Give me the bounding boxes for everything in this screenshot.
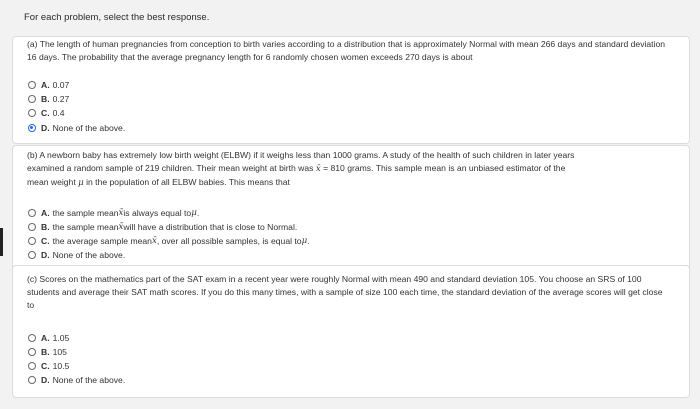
option-c-D[interactable]: D. None of the above.	[28, 375, 125, 385]
option-a-B[interactable]: B. 0.27	[28, 94, 69, 104]
question-c-text: (c) Scores on the mathematics part of the SAT exam in a recent year were roughly Normal with mean 490 and standard deviation 105. You choose an SRS of 100 students and average their SAT math scores. If you do this many times, with a sample of size 100 each time, the standard deviation of the average scores will get close to	[27, 274, 663, 310]
radio-button[interactable]	[28, 109, 36, 117]
radio-button[interactable]	[28, 95, 36, 103]
radio-button[interactable]	[28, 237, 36, 245]
option-a-C[interactable]: C. 0.4	[28, 108, 65, 118]
radio-button[interactable]	[28, 334, 36, 342]
radio-button[interactable]	[28, 251, 36, 259]
option-b-A[interactable]: A. the sample mean x̄ is always equal to μ .	[28, 208, 199, 218]
question-card-c	[12, 265, 690, 398]
option-a-A[interactable]: A. 0.07	[28, 80, 69, 90]
option-b-C[interactable]: C. the average sample mean x̄ , over all possible samples, is equal to μ .	[28, 236, 310, 246]
question-b-text: (b) A newborn baby has extremely low birth weight (ELBW) if it weighs less than 1000 grams. A study of the health of such children in later years examined a random sample of 219 children. Their mean weight at birth was x̄ = 810 grams. This sample mean is an unbiased estimator of the mean weight μ in the population of all ELBW babies. This means that	[27, 150, 575, 188]
radio-button[interactable]	[28, 348, 36, 356]
option-b-B[interactable]: B. the sample mean x̄ will have a distribution that is close to Normal.	[28, 222, 297, 232]
radio-button[interactable]	[28, 209, 36, 217]
radio-button[interactable]	[28, 223, 36, 231]
option-c-B[interactable]: B. 105	[28, 347, 67, 357]
option-c-A[interactable]: A. 1.05	[28, 333, 69, 343]
option-a-D[interactable]: D. None of the above.	[28, 123, 125, 133]
radio-button[interactable]	[28, 362, 36, 370]
radio-button-selected[interactable]	[28, 124, 36, 132]
radio-button[interactable]	[28, 376, 36, 384]
radio-button[interactable]	[28, 81, 36, 89]
mu-symbol: μ	[78, 178, 84, 188]
option-b-D[interactable]: D. None of the above.	[28, 250, 125, 260]
option-c-C[interactable]: C. 10.5	[28, 361, 69, 371]
question-card-a	[12, 36, 690, 144]
instructions: For each problem, select the best response.	[24, 12, 210, 23]
question-card-b	[12, 145, 690, 271]
question-a-text: (a) The length of human pregnancies from conception to birth varies according to a distribution that is approximately Normal with mean 266 days and standard deviation 16 days. The probability that the average pregnancy length for 6 randomly chosen women exceeds 270 days is about	[27, 39, 666, 62]
xbar-symbol: x̄	[315, 164, 321, 174]
page-edge-marker	[0, 228, 3, 256]
